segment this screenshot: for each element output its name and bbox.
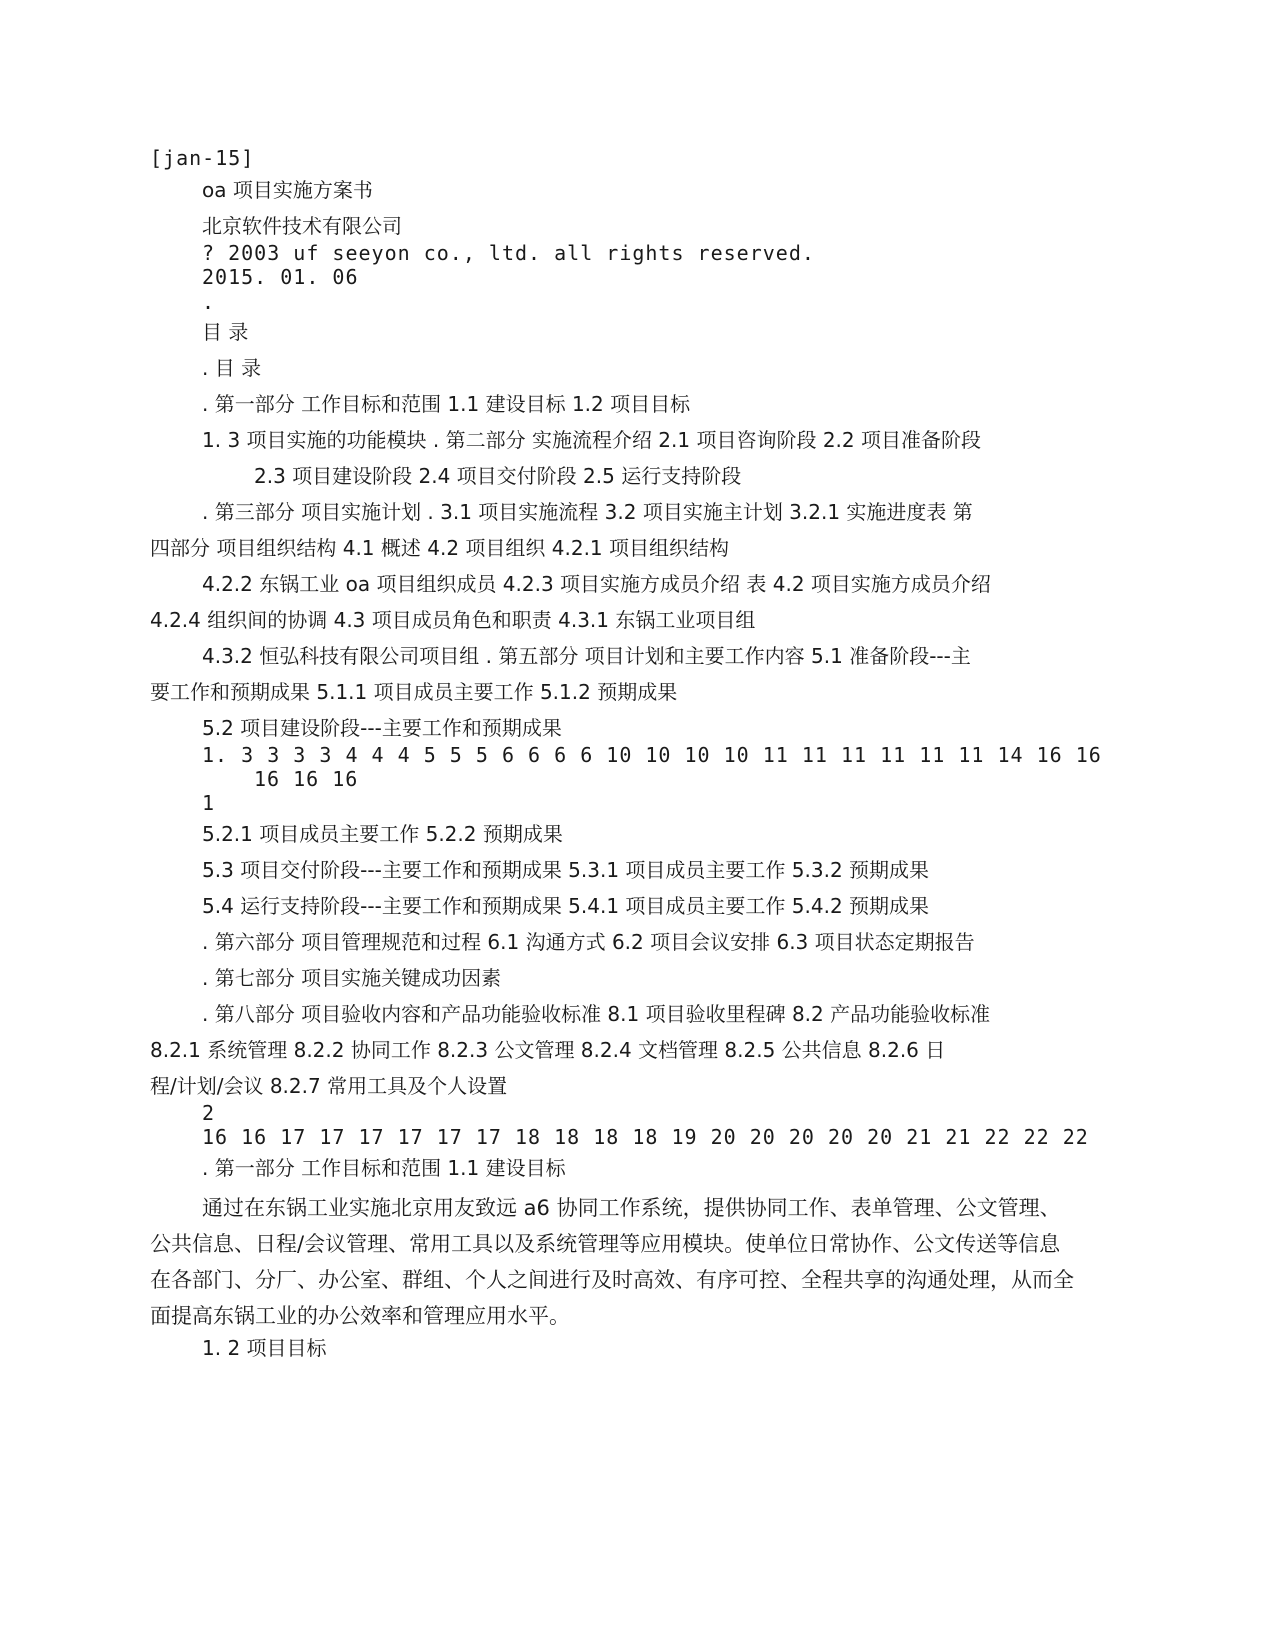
section-body-paragraph: 通过在东锅工业实施北京用友致远 a6 协同工作系统，提供协同工作、表单管理、公文管理、公共信息、日程/会议管理、常用工具以及系统管理等应用模块。使单位日常协作、公文传送等信息在各部门、分厂、办公室、群组、个人之间进行及时高效、有序可控、全程共享的沟通处理，从而全面提高东锅工业的办公效率和管理应用水平。 bbox=[150, 1196, 1074, 1328]
toc-line: . 目 录 bbox=[202, 356, 262, 380]
toc-line: 4.2.2 东锅工业 oa 项目组织成员 4.2.3 项目实施方成员介绍 表 4.2 项目实施方成员介绍 bbox=[202, 572, 991, 596]
document-date: 2015. 01. 06 bbox=[202, 265, 359, 289]
toc-page-numbers: 16 16 16 bbox=[254, 767, 359, 791]
separator-dot: . bbox=[202, 290, 216, 314]
toc-heading: 目 录 bbox=[202, 320, 249, 344]
toc-line: 8.2.1 系统管理 8.2.2 协同工作 8.2.3 公文管理 8.2.4 文档管理 8.2.5 公共信息 8.2.6 日 bbox=[150, 1038, 946, 1062]
toc-line: 5.3 项目交付阶段---主要工作和预期成果 5.3.1 项目成员主要工作 5.3.2 预期成果 bbox=[202, 858, 930, 882]
toc-line: 5.2.1 项目成员主要工作 5.2.2 预期成果 bbox=[202, 822, 563, 846]
company-name: 北京软件技术有限公司 bbox=[202, 214, 402, 238]
page-number: 2 bbox=[202, 1101, 216, 1125]
section-heading: 1. 2 项目目标 bbox=[202, 1336, 327, 1360]
toc-line: 四部分 项目组织结构 4.1 概述 4.2 项目组织 4.2.1 项目组织结构 bbox=[150, 536, 730, 560]
toc-line: 1. 3 项目实施的功能模块 . 第二部分 实施流程介绍 2.1 项目咨询阶段 2.2 项目准备阶段 bbox=[202, 428, 981, 452]
toc-line: . 第六部分 项目管理规范和过程 6.1 沟通方式 6.2 项目会议安排 6.3 项目状态定期报告 bbox=[202, 930, 975, 954]
toc-line: 4.2.4 组织间的协调 4.3 项目成员角色和职责 4.3.1 东锅工业项目组 bbox=[150, 608, 756, 632]
toc-line: . 第一部分 工作目标和范围 1.1 建设目标 1.2 项目目标 bbox=[202, 392, 691, 416]
toc-line: 5.2 项目建设阶段---主要工作和预期成果 bbox=[202, 716, 562, 740]
date-tag: [jan-15] bbox=[150, 146, 255, 170]
toc-line: . 第八部分 项目验收内容和产品功能验收标准 8.1 项目验收里程碑 8.2 产品功能验收标准 bbox=[202, 1002, 991, 1026]
toc-line: . 第七部分 项目实施关键成功因素 bbox=[202, 966, 502, 990]
toc-line: 要工作和预期成果 5.1.1 项目成员主要工作 5.1.2 预期成果 bbox=[150, 680, 678, 704]
copyright-line: ? 2003 uf seeyon co., ltd. all rights reserved. bbox=[202, 241, 815, 265]
toc-line: 2.3 项目建设阶段 2.4 项目交付阶段 2.5 运行支持阶段 bbox=[254, 464, 742, 488]
toc-line: 4.3.2 恒弘科技有限公司项目组 . 第五部分 项目计划和主要工作内容 5.1 准备阶段---主 bbox=[202, 644, 971, 668]
toc-page-numbers: 1. 3 3 3 3 4 4 4 5 5 5 6 6 6 6 10 10 10 10 11 11 11 11 11 11 14 16 16 bbox=[202, 743, 1102, 767]
section-heading: . 第一部分 工作目标和范围 1.1 建设目标 bbox=[202, 1156, 566, 1180]
toc-line: 程/计划/会议 8.2.7 常用工具及个人设置 bbox=[150, 1074, 508, 1098]
page-number: 1 bbox=[202, 791, 216, 815]
toc-line: 5.4 运行支持阶段---主要工作和预期成果 5.4.1 项目成员主要工作 5.4.2 预期成果 bbox=[202, 894, 930, 918]
toc-line: . 第三部分 项目实施计划 . 3.1 项目实施流程 3.2 项目实施主计划 3.2.1 实施进度表 第 bbox=[202, 500, 973, 524]
document-page bbox=[150, 0, 1130, 1650]
document-title: oa 项目实施方案书 bbox=[202, 178, 373, 202]
toc-page-numbers: 16 16 17 17 17 17 17 17 18 18 18 18 19 20 20 20 20 20 21 21 22 22 22 bbox=[202, 1125, 1089, 1149]
